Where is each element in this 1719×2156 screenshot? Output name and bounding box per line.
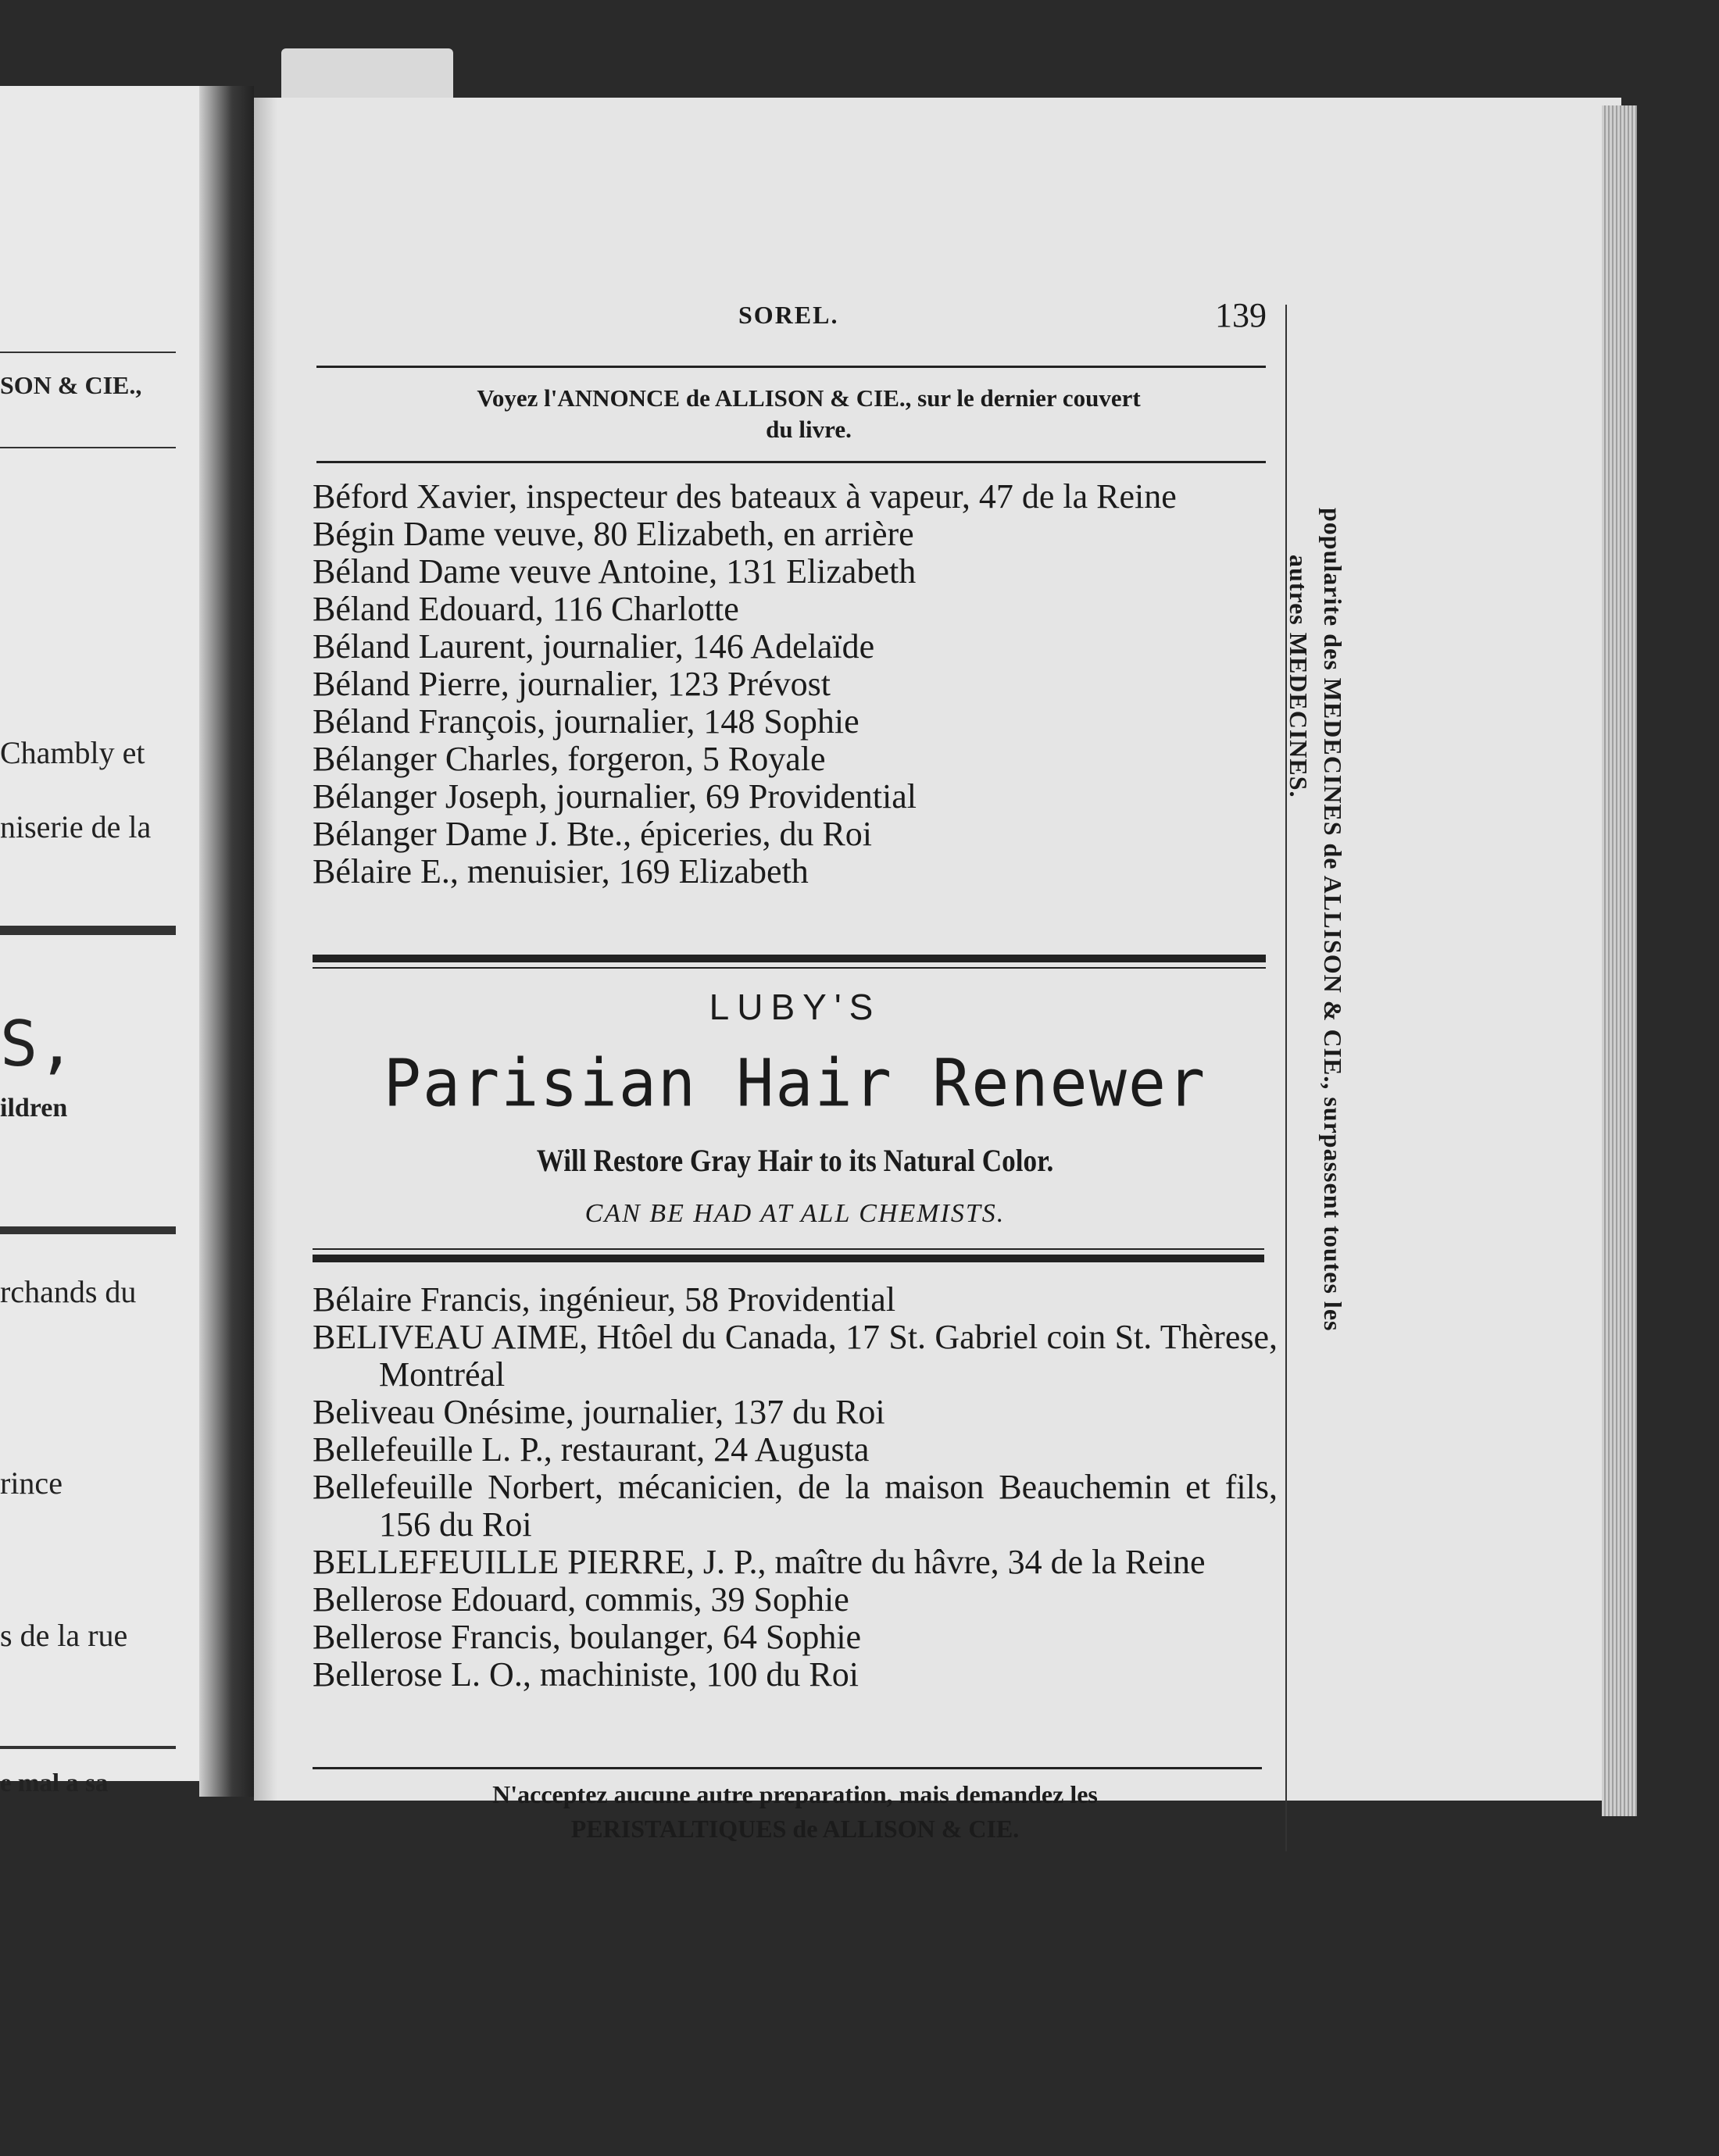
footer-line: PERISTALTIQUES de ALLISON & CIE. [570, 1815, 1020, 1843]
directory-entry: Bellerose L. O., machiniste, 100 du Roi [313, 1655, 859, 1694]
top-advert-notice [328, 383, 1289, 445]
facing-page-line: e mal a sa [0, 1769, 109, 1797]
directory-entry: Béland François, journalier, 148 Sophie [313, 702, 860, 741]
directory-entry: Bélanger Charles, forgeron, 5 Royale [313, 740, 826, 778]
directory-entry: Béland Laurent, journalier, 146 Adelaïde [313, 627, 875, 666]
facing-page-rule [0, 1226, 176, 1234]
directory-entry: Bélanger Dame J. Bte., épiceries, du Roi [313, 815, 873, 853]
notice-rule [316, 461, 1266, 463]
margin-line: popularite des MEDECINES de ALLISON & CIE., surpassent toutes les [1319, 508, 1347, 1332]
margin-line: autres MEDECINES. [1285, 555, 1313, 798]
footer-rule [313, 1767, 1262, 1769]
page-tab [281, 48, 453, 103]
page-edges [1602, 105, 1637, 1816]
directory-entry: Bélanger Joseph, journalier, 69 Providential [313, 777, 917, 816]
advert-rule-top [313, 955, 1266, 962]
directory-entry: Bellerose Francis, boulanger, 64 Sophie [313, 1618, 862, 1656]
directory-entry: Bellefeuille Norbert, mécanicien, de la maison Beauchemin et fils, 156 du Roi [313, 1468, 1278, 1544]
notice-line: du livre. [766, 416, 852, 443]
advert-title: Parisian Hair Renewer [383, 1044, 1207, 1122]
header-rule [316, 366, 1266, 368]
facing-page-line: S, [0, 1008, 76, 1080]
facing-page-line: Chambly et [0, 735, 145, 770]
facing-page-line: rince [0, 1465, 63, 1501]
facing-page-line: s de la rue [0, 1618, 128, 1653]
facing-page-rule [0, 1746, 176, 1749]
directory-entry: Bélaire Francis, ingénieur, 58 Providential [313, 1280, 896, 1319]
notice-line: Voyez l'ANNONCE de ALLISON & CIE., sur le dernier couvert [477, 384, 1141, 412]
directory-entry: Beliveau Onésime, journalier, 137 du Roi [313, 1393, 885, 1431]
page-number: 139 [1215, 296, 1267, 334]
facing-page-rule [0, 447, 176, 448]
footer-line: N'acceptez aucune autre preparation, mais demandez les [492, 1780, 1098, 1808]
directory-entry: BELIVEAU AIME, Htôel du Canada, 17 St. Gabriel coin St. Thèrese, Montréal [313, 1318, 1278, 1394]
facing-page-line: ildren [0, 1094, 68, 1123]
directory-entry: Bellefeuille L. P., restaurant, 24 Augusta [313, 1430, 870, 1469]
directory-entry: Béford Xavier, inspecteur des bateaux à vapeur, 47 de la Reine [313, 477, 1177, 516]
running-head-city: SOREL. [738, 301, 839, 329]
advert-tagline: CAN BE HAD AT ALL CHEMISTS. [584, 1199, 1006, 1228]
advert-subtitle: Will Restore Gray Hair to its Natural Color. [536, 1143, 1054, 1178]
book-gutter [199, 86, 254, 1797]
advert-rule-top-thin [313, 967, 1266, 969]
directory-entries-b [313, 1281, 1278, 1694]
directory-entry: Bélaire E., menuisier, 169 Elizabeth [313, 852, 809, 891]
advert-rule-bottom [313, 1255, 1264, 1262]
directory-entries-a [313, 478, 1278, 891]
facing-page-line: SON & CIE., [0, 371, 142, 399]
directory-entry: Béland Edouard, 116 Charlotte [313, 590, 739, 628]
facing-page-line: rchands du [0, 1274, 137, 1309]
directory-entry: Béland Pierre, journalier, 123 Prévost [313, 665, 831, 703]
directory-entry: Béland Dame veuve Antoine, 131 Elizabeth [313, 552, 917, 591]
margin-advert-text [1285, 508, 1350, 1758]
facing-page-rule [0, 352, 176, 353]
directory-entry: Bellerose Edouard, commis, 39 Sophie [313, 1580, 849, 1619]
bottom-advert-notice [313, 1777, 1278, 1846]
facing-page-rule [0, 926, 176, 935]
facing-page-line: niserie de la [0, 809, 152, 844]
directory-entry: Bégin Dame veuve, 80 Elizabeth, en arrière [313, 515, 914, 553]
directory-entry: BELLEFEUILLE PIERRE, J. P., maître du hâvre, 34 de la Reine [313, 1543, 1206, 1581]
page-crease [254, 98, 277, 1801]
advert-rule-bottom-thin [313, 1248, 1264, 1250]
advert-brand: LUBY'S [709, 987, 881, 1027]
